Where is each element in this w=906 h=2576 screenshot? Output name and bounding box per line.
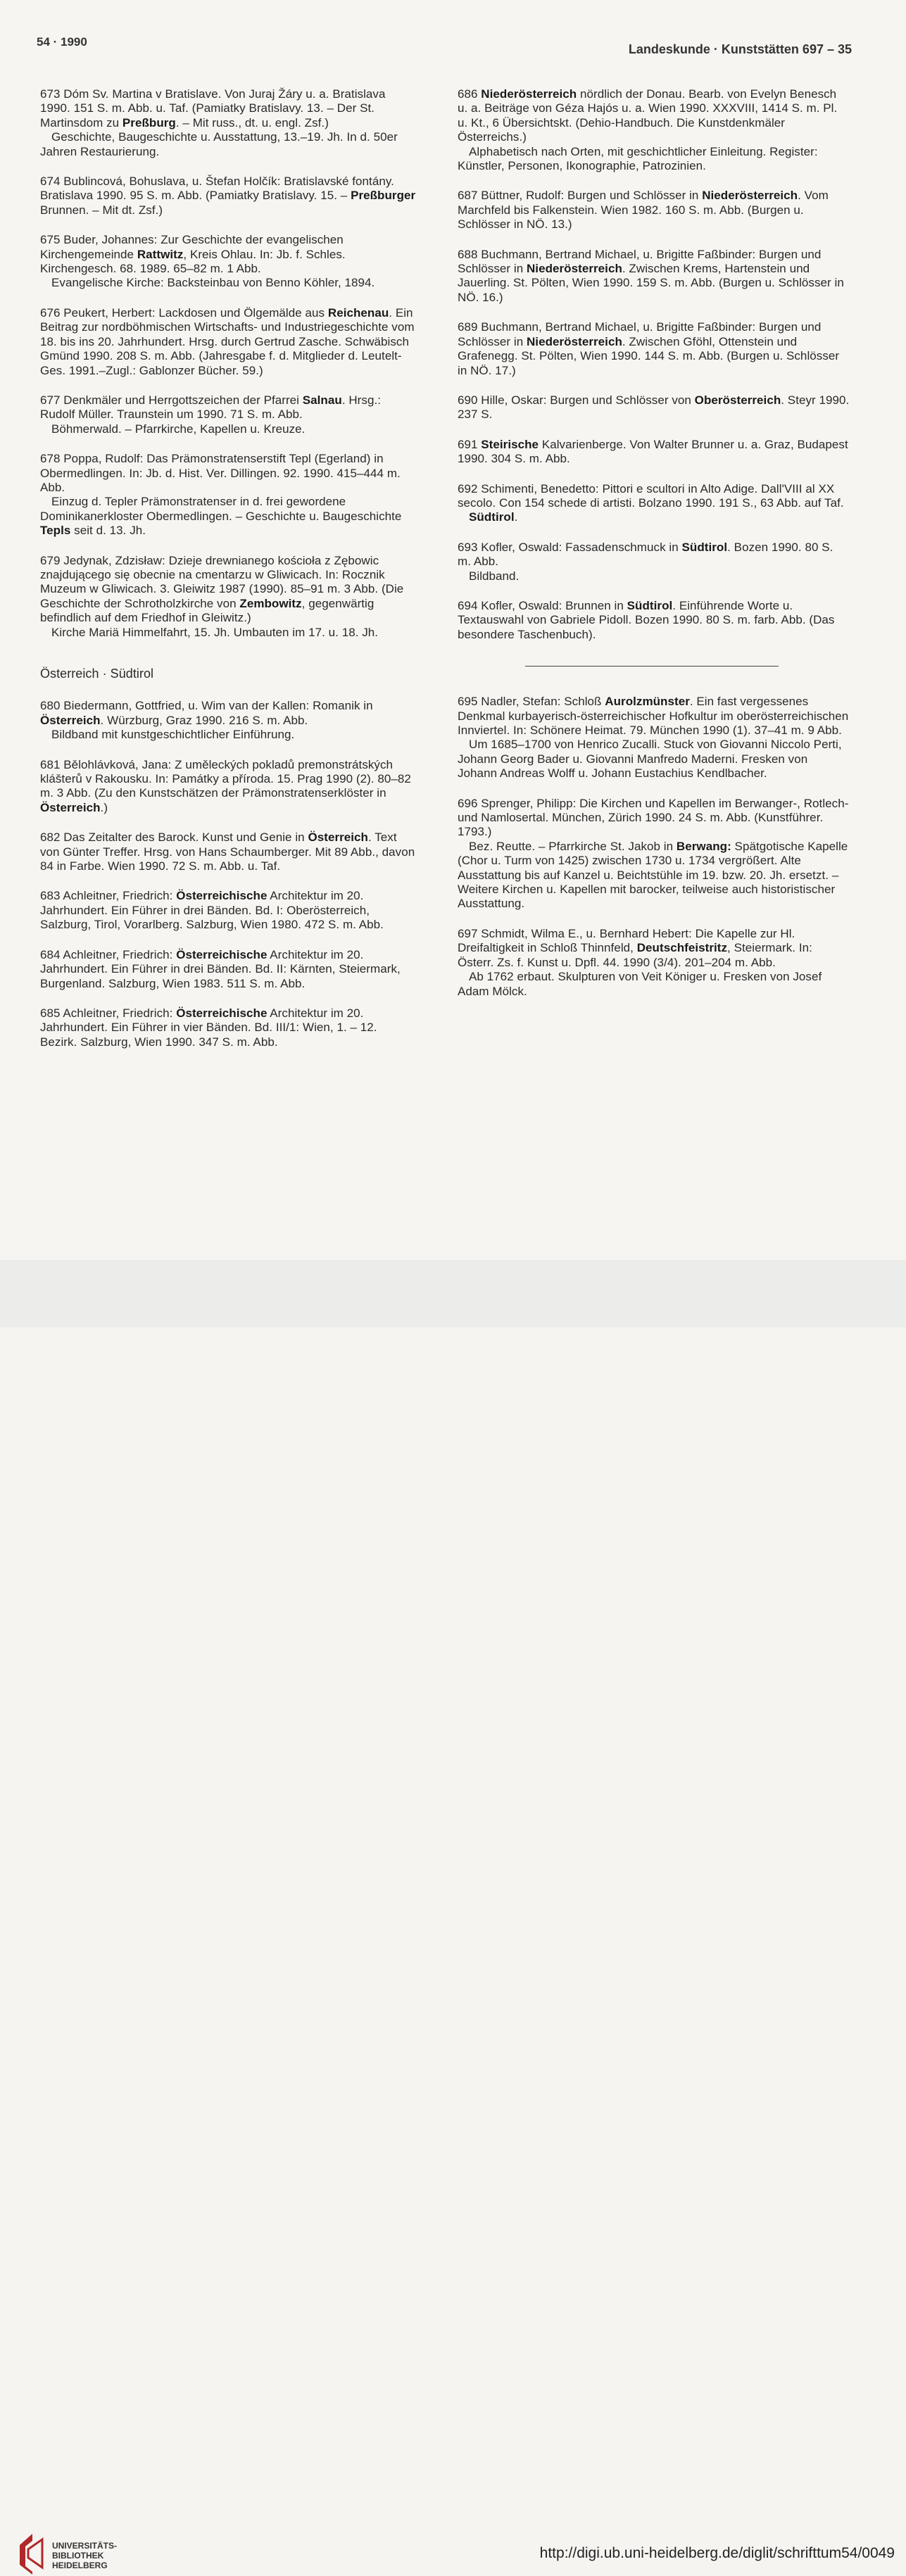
entry-number: 697 xyxy=(458,926,478,940)
entry-number: 691 xyxy=(458,437,478,451)
entry-annotation xyxy=(40,626,416,640)
entry-citation xyxy=(40,175,416,217)
entry-text: Büttner, Rudolf: Burgen und Schlösser in xyxy=(481,189,703,203)
right-entries-section xyxy=(458,695,850,999)
entry-text: Buchmann, Bertrand Michael, u. Brigitte Faßbinder: Burgen und Schlösser in xyxy=(458,320,822,348)
bibliography-entry xyxy=(40,175,416,217)
entry-citation xyxy=(458,87,850,145)
entry-number: 680 xyxy=(40,699,61,713)
running-header-right: Landeskunde · Kunststätten 697 – 35 xyxy=(628,42,852,56)
library-name-line: HEIDELBERG xyxy=(52,2561,108,2570)
entry-text: Denkmäler und Herrgottszeichen der Pfarrei xyxy=(63,393,303,407)
bibliography-entry xyxy=(40,87,416,159)
entry-keyword: Rattwitz xyxy=(137,247,184,261)
entry-citation xyxy=(458,248,850,305)
section-heading: Österreich · Südtirol xyxy=(40,667,154,681)
bibliography-entry xyxy=(458,248,850,305)
entry-citation xyxy=(458,541,850,569)
entry-keyword: Österreichische xyxy=(176,947,268,961)
entry-text: Buder, Johannes: Zur Geschichte der evangelischen Kirchengemeinde xyxy=(40,233,344,261)
entry-citation xyxy=(458,393,850,422)
entry-text: Bělohlávková, Jana: Z uměleckých pokladů premonstrátských klášterů v Rakousku. In: Památky a příroda. 15. Prag 1990 (2). 80–82 m. 3 Abb. (Zu den Kunstschätzen der Prämonstratenserklöster in xyxy=(40,757,411,800)
entry-number: 687 xyxy=(458,189,478,203)
annotation-keyword: Berwang: xyxy=(676,839,731,853)
entry-text: Achleitner, Friedrich: xyxy=(63,889,177,903)
entry-citation xyxy=(458,438,850,467)
bibliography-entry xyxy=(458,482,850,525)
entry-annotation xyxy=(40,495,416,538)
annotation-text: Alphabetisch nach Orten, mit geschichtlicher Einleitung. Register: Künstler, Personen, Ikonographie, Patrozinien. xyxy=(458,144,818,173)
entry-number: 679 xyxy=(40,553,61,567)
entry-keyword: Deutschfeistritz xyxy=(636,941,728,955)
entry-text: Kalvarienberge. Von Walter Brunner u. a. Graz, Budapest 1990. 304 S. m. Abb. xyxy=(458,437,848,466)
entry-citation xyxy=(40,452,416,495)
entry-citation xyxy=(40,87,416,130)
bibliography-entry xyxy=(458,927,850,999)
bibliography-entry xyxy=(458,87,850,173)
annotation-text: Bildband mit kunstgeschichtlicher Einführung. xyxy=(51,728,295,742)
entry-text: . Zwischen Krems, Hartenstein und Jauerling. St. Pölten, Wien 1990. 159 S. m. Abb. (Burgen u. Schlösser in NÖ. 16.) xyxy=(458,262,844,304)
bibliography-entry xyxy=(40,306,416,378)
bibliography-entry xyxy=(40,831,416,873)
entry-number: 694 xyxy=(458,598,478,612)
entry-keyword: Südtirol xyxy=(681,540,728,554)
bibliography-entry xyxy=(40,948,416,991)
bibliography-entry xyxy=(458,438,850,467)
entry-citation xyxy=(458,797,850,840)
entry-citation xyxy=(458,599,850,642)
entry-keyword: Niederösterreich xyxy=(481,87,577,101)
entry-citation xyxy=(40,948,416,991)
entry-text: Poppa, Rudolf: Das Prämonstratenserstift Tepl (Egerland) in Obermedlingen. In: Jb. d. Hist. Ver. Dillingen. 92. 1990. 415–444 m. Abb. xyxy=(40,452,401,494)
entry-text: . Vom Marchfeld bis Falkenstein. Wien 1982. 160 S. m. Abb. (Burgen u. Schlösser in NÖ. 13.) xyxy=(458,189,829,232)
entry-text: nördlich der Donau. Bearb. von Evelyn Benesch u. a. Beiträge von Géza Hajós u. a. Wien 1990. XXXVIII, 1414 S. m. Pl. u. Kt., 6 Übersichtskt. (Dehio-Handbuch. Die Kunstdenkmäler Österreichs.) xyxy=(458,87,838,144)
bibliography-entry xyxy=(458,695,850,781)
right-column xyxy=(458,87,850,1014)
entry-text: Nadler, Stefan: Schloß xyxy=(481,695,605,709)
entry-annotation xyxy=(458,145,850,174)
entry-number: 683 xyxy=(40,889,61,903)
entry-text: Kofler, Oswald: Fassadenschmuck in xyxy=(481,540,682,554)
entry-number: 684 xyxy=(40,947,61,961)
entry-text: Architektur im 20. Jahrhundert. Ein Führer in drei Bänden. Bd. II: Kärnten, Steiermark, Burgenland. Salzburg, Wien 1983. 511 S. m. Abb. xyxy=(40,947,401,990)
entry-text: .) xyxy=(100,800,108,814)
entry-text: . Ein fast vergessenes Denkmal kurbayerisch-österreichischer Hofkultur im oberösterreichischen Innviertel. In: Schönere Heimat. 79. München 1990 (1). 37–41 m. 9 Abb. xyxy=(458,695,849,737)
entry-text: Architektur im 20. Jahrhundert. Ein Führer in vier Bänden. Bd. III/1: Wien, 1. – 12. Bezirk. Salzburg, Wien 1990. 347 S. m. Abb. xyxy=(40,1006,377,1049)
entry-text: Hille, Oskar: Burgen und Schlösser von xyxy=(481,393,695,407)
entry-text: , Steiermark. In: Österr. Zs. f. Kunst u. Dpfl. 44. 1990 (3/4). 201–204 m. Abb. xyxy=(458,941,812,969)
entry-text: . Würzburg, Graz 1990. 216 S. m. Abb. xyxy=(100,713,308,727)
entry-keyword: Salnau xyxy=(302,393,342,407)
entry-annotation xyxy=(458,840,850,911)
left-column xyxy=(40,87,416,1065)
annotation-text: Kirche Mariä Himmelfahrt, 15. Jh. Umbauten im 17. u. 18. Jh. xyxy=(51,625,379,639)
library-name-line: UNIVERSITÄTS- xyxy=(52,2541,118,2551)
entry-annotation xyxy=(40,130,416,159)
entry-text: Biedermann, Gottfried, u. Wim van der Kallen: Romanik in xyxy=(63,699,373,713)
entry-annotation xyxy=(40,728,416,742)
entry-citation xyxy=(40,758,416,816)
bibliography-entry xyxy=(458,797,850,911)
entry-text: Schimenti, Benedetto: Pittori e scultori in Alto Adige. Dall'VIII al XX secolo. Con 154 schede di artisti. Bolzano 1990. 191 S., 63 Abb. auf Taf. xyxy=(458,481,844,510)
entry-annotation xyxy=(40,422,416,436)
entry-text: Sprenger, Philipp: Die Kirchen und Kapellen im Berwanger-, Rotlech- und Namlosertal. München, Zürich 1990. 24 S. m. Abb. (Kunstführer. 1793.) xyxy=(458,796,849,839)
annotation-text: Um 1685–1700 von Henrico Zucalli. Stuck von Giovanni Niccolo Perti, Johann Georg Bader u. Giovanni Manfredo Maderni. Fresken von Johann Andreas Wolff u. Johann Eustachius Kendlbacher. xyxy=(458,738,842,781)
entry-keyword: Reichenau xyxy=(327,305,389,320)
library-name-line: BIBLIOTHEK xyxy=(52,2551,104,2561)
left-entries xyxy=(40,87,416,640)
entry-number: 692 xyxy=(458,481,478,495)
bibliography-entry xyxy=(458,189,850,232)
entry-text: Schmidt, Wilma E., u. Bernhard Hebert: Die Kapelle zur Hl. Dreifaltigkeit in Schloß Thinnfeld, xyxy=(458,926,795,955)
entry-keyword: Österreich xyxy=(308,831,368,845)
right-entries xyxy=(458,87,850,642)
annotation-text: Geschichte, Baugeschichte u. Ausstattung, 13.–19. Jh. In d. 50er Jahren Restaurierung. xyxy=(40,130,398,158)
bibliography-entry xyxy=(40,889,416,932)
annotation-text: Ab 1762 erbaut. Skulpturen von Veit Königer u. Fresken von Josef Adam Mölck. xyxy=(458,970,822,998)
entry-number: 695 xyxy=(458,695,478,709)
bibliography-entry xyxy=(40,1006,416,1049)
section-divider xyxy=(525,666,779,667)
entry-text: , gegenwärtig befindlich auf dem Friedhof in Gleiwitz.) xyxy=(40,596,375,625)
annotation-text: seit d. 13. Jh. xyxy=(70,524,146,538)
bibliography-entry xyxy=(40,452,416,538)
entry-number: 674 xyxy=(40,175,61,189)
entry-number: 693 xyxy=(458,540,478,554)
entry-number: 677 xyxy=(40,393,61,407)
bibliography-entry xyxy=(40,393,416,436)
bibliography-entry xyxy=(458,541,850,583)
bibliography-entry xyxy=(458,599,850,642)
entry-citation xyxy=(40,393,416,422)
entry-text: Bublincová, Bohuslava, u. Štefan Holčík: Bratislavské fontány. Bratislava 1990. 95 S. m. Abb. (Pamiatky Bratislavy. 15. – xyxy=(40,175,394,203)
entry-number: 682 xyxy=(40,831,61,845)
entry-text: Achleitner, Friedrich: xyxy=(63,1006,177,1020)
entry-number: 689 xyxy=(458,320,478,334)
entry-keyword: Zembowitz xyxy=(239,596,302,610)
entry-number: 676 xyxy=(40,305,61,320)
entry-annotation xyxy=(458,970,850,999)
entry-text: . Hrsg.: Rudolf Müller. Traunstein um 1990. 71 S. m. Abb. xyxy=(40,393,381,422)
entry-keyword: Aurolzmünster xyxy=(605,695,690,709)
library-logo-icon xyxy=(18,2531,45,2576)
entry-text: Kofler, Oswald: Brunnen in xyxy=(481,598,627,612)
bibliography-entry xyxy=(40,699,416,742)
entry-number: 681 xyxy=(40,757,61,771)
entry-number: 685 xyxy=(40,1006,61,1020)
entry-number: 673 xyxy=(40,87,61,101)
entry-number: 690 xyxy=(458,393,478,407)
entry-keyword: Niederösterreich xyxy=(526,334,622,348)
entry-keyword: Österreichische xyxy=(176,1006,268,1020)
entry-keyword: Oberösterreich xyxy=(694,393,781,407)
entry-citation xyxy=(40,1006,416,1049)
entry-annotation xyxy=(458,738,850,781)
entry-text: Buchmann, Bertrand Michael, u. Brigitte Faßbinder: Burgen und Schlösser in xyxy=(458,247,822,276)
left-entries-section xyxy=(40,699,416,1049)
entry-number: 688 xyxy=(458,247,478,261)
entry-keyword: Österreichische xyxy=(176,889,268,903)
entry-citation xyxy=(458,189,850,232)
entry-text: . Steyr 1990. 237 S. xyxy=(458,393,850,422)
annotation-keyword: Südtirol xyxy=(469,510,515,524)
bibliography-entry xyxy=(40,758,416,816)
bibliography-entry xyxy=(458,320,850,378)
bibliography-entry xyxy=(40,554,416,640)
entry-number: 678 xyxy=(40,452,61,466)
entry-text: Brunnen. – Mit dt. Zsf.) xyxy=(40,203,163,217)
entry-text: . Ein Beitrag zur nordböhmischen Wirtschafts- und Industriegeschichte vom 18. bis ins 20. Jahrhundert. Hrsg. durch Gertrud Zasche. Schwäbisch Gmünd 1990. 208 S. m. Abb. (Jahresgabe f. d. Mitglieder d. Leutelt-Ges. 1991.–Zugl.: Gablonzer Bücher. 59.) xyxy=(40,305,415,377)
entry-keyword: Preßburger xyxy=(351,189,416,203)
entry-text: . – Mit russ., dt. u. engl. Zsf.) xyxy=(175,115,329,130)
entry-text: Architektur im 20. Jahrhundert. Ein Führer in drei Bänden. Bd. I: Oberösterreich, Salzburg, Tirol, Vorarlberg. Salzburg, Wien 1980. 472 S. m. Abb. xyxy=(40,889,384,932)
annotation-keyword: Tepls xyxy=(40,524,71,538)
entry-text: . Zwischen Gföhl, Ottenstein und Grafenegg. St. Pölten, Wien 1990. 144 S. m. Abb. (Burgen u. Schlösser in NÖ. 17.) xyxy=(458,334,840,377)
library-name xyxy=(52,2541,117,2570)
annotation-text: Bez. Reutte. – Pfarrkirche St. Jakob in xyxy=(469,839,677,853)
annotation-text: Böhmerwald. – Pfarrkirche, Kapellen u. Kreuze. xyxy=(51,422,306,436)
entry-keyword: Preßburg xyxy=(122,115,176,130)
permalink-url[interactable]: http://digi.ub.uni-heidelberg.de/diglit/schrifttum54/0049 xyxy=(539,2545,895,2561)
annotation-text: Bildband. xyxy=(469,569,520,583)
entry-number: 696 xyxy=(458,796,478,810)
entry-text: Das Zeitalter des Barock. Kunst und Genie in xyxy=(63,831,308,845)
entry-citation xyxy=(40,889,416,932)
entry-keyword: Österreich xyxy=(40,713,101,727)
entry-keyword: Niederösterreich xyxy=(702,189,798,203)
entry-keyword: Niederösterreich xyxy=(526,262,622,276)
entry-text: . Einführende Worte u. Textauswahl von Gabriele Pidoll. Bozen 1990. 80 S. m. farb. Abb. (Das besondere Taschenbuch). xyxy=(458,598,835,641)
entry-citation xyxy=(458,695,850,738)
entry-annotation xyxy=(458,569,850,583)
entry-text: Jedynak, Zdzisław: Dzieje drewnianego kościoła z Zębowic znajdującego się obecnie na cmentarzu w Gliwicach. In: Rocznik Muzeum w Gliwicach. 3. Gleiwitz 1987 (1990). 85–91 m. 3 Abb. (Die Geschichte der Schrotholzkirche von xyxy=(40,553,404,610)
running-header-left: 54 · 1990 xyxy=(37,35,87,49)
entry-text: Dóm Sv. Martina v Bratislave. Von Juraj Žáry u. a. Bratislava 1990. 151 S. m. Abb. u. Taf. (Pamiatky Bratislavy. 13. – Der St. Martinsdom zu xyxy=(40,87,386,130)
entry-citation xyxy=(40,554,416,626)
entry-number: 686 xyxy=(458,87,478,101)
viewer-footer xyxy=(0,1260,906,2570)
bibliography-entry xyxy=(40,233,416,291)
entry-citation xyxy=(458,320,850,378)
entry-citation xyxy=(40,831,416,873)
entry-text: . Bozen 1990. 80 S. m. Abb. xyxy=(458,540,833,569)
entry-citation xyxy=(458,482,850,511)
entry-annotation xyxy=(458,510,850,524)
annotation-text: Spätgotische Kapelle (Chor u. Turm von 1425) zwischen 1730 u. 1734 vergrößert. Alte Ausstattung bis auf Kanzel u. Beichtstühle im 19. bzw. 20. Jh. ersetzt. – Weitere Kirchen u. Kapellen mit barocker, teilweise auch historistischer Ausstattung. xyxy=(458,839,848,911)
entry-citation xyxy=(40,306,416,378)
entry-number: 675 xyxy=(40,233,61,247)
entry-keyword: Österreich xyxy=(40,800,101,814)
entry-annotation xyxy=(40,276,416,290)
annotation-text: Evangelische Kirche: Backsteinbau von Benno Köhler, 1894. xyxy=(51,276,375,290)
entry-text: . Text von Günter Treffer. Hrsg. von Hans Schaumberger. Mit 89 Abb., davon 84 in Farbe. Wien 1990. 72 S. m. Abb. u. Taf. xyxy=(40,831,415,873)
entry-citation xyxy=(40,233,416,276)
entry-text: , Kreis Ohlau. In: Jb. f. Schles. Kirchengesch. 68. 1989. 65–82 m. 1 Abb. xyxy=(40,247,346,276)
entry-citation xyxy=(458,927,850,970)
entry-text: Achleitner, Friedrich: xyxy=(63,947,177,961)
annotation-text: . xyxy=(514,510,518,524)
entry-citation xyxy=(40,699,416,728)
annotation-text: Einzug d. Tepler Prämonstratenser in d. frei gewordene Dominikanerkloster Obermedlingen. – Geschichte u. Baugeschichte xyxy=(40,495,402,523)
bibliography-entry xyxy=(458,393,850,422)
entry-text: Peukert, Herbert: Lackdosen und Ölgemälde aus xyxy=(63,305,328,320)
entry-keyword: Südtirol xyxy=(627,598,673,612)
entry-keyword: Steirische xyxy=(481,437,539,451)
document-page xyxy=(0,0,906,1260)
